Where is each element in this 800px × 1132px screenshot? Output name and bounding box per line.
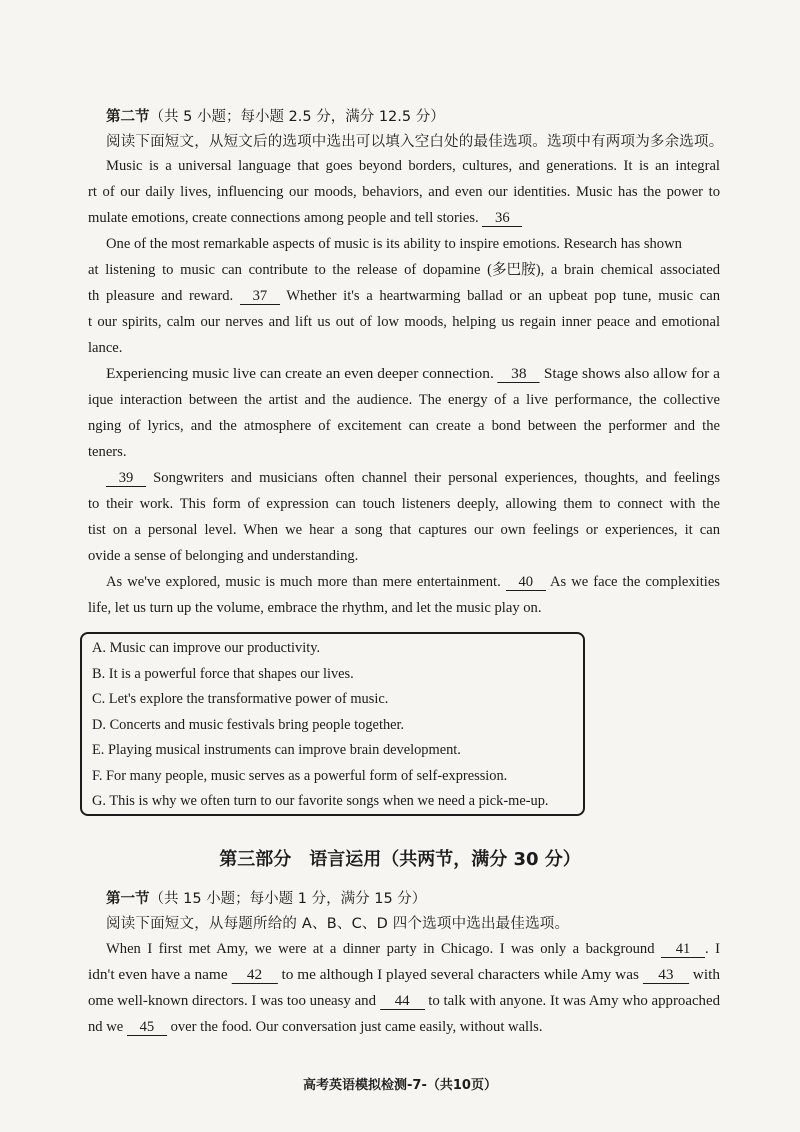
passage-line (88, 313, 720, 331)
passage-line (88, 417, 720, 435)
line-text: life, let us turn up the volume, embrace the rhythm, and let the music play on. (88, 600, 542, 616)
line-text: t our spirits, calm our nerves and lift us out of low moods, helping us regain inner peace and emotional (88, 314, 720, 330)
line-text: Stage shows also allow for a (539, 366, 720, 382)
answer-blank-42[interactable]: 42 (231, 967, 277, 984)
options-box (80, 632, 585, 816)
line-text: As we face the complexities (545, 574, 720, 590)
option-a: A. Music can improve our productivity. (92, 640, 321, 656)
passage-line (106, 365, 720, 383)
line-text: teners. (88, 444, 127, 460)
answer-blank-44[interactable]: 44 (380, 993, 425, 1010)
cloze-line (88, 992, 720, 1010)
passage-line (88, 391, 720, 409)
line-text: . I (704, 941, 720, 957)
section1-title: 第一节 (106, 891, 150, 907)
line-text: tist on a personal level. When we hear a song that captures our own feelings or experiences, it can (88, 522, 720, 538)
line-text: to talk with anyone. It was Amy who approached (424, 993, 720, 1009)
line-text: idn't even have a name (88, 967, 232, 983)
line-text: to their work. This form of expression can touch listeners deeply, allowing them to connect with the (88, 496, 720, 512)
answer-blank-45[interactable]: 45 (127, 1019, 167, 1036)
passage-line (88, 209, 522, 227)
option-d: D. Concerts and music festivals bring people together. (92, 716, 405, 733)
answer-blank-43[interactable]: 43 (643, 967, 689, 984)
answer-blank-40[interactable]: 40 (506, 574, 546, 591)
section1-subtitle: （共 15 小题；每小题 1 分，满分 15 分） (149, 891, 427, 907)
line-text: Music is a universal language that goes beyond borders, cultures, and generations. It is an integral (106, 158, 720, 174)
answer-blank-37[interactable]: 37 (240, 288, 280, 305)
passage-line (106, 235, 682, 253)
line-text: nging of lyrics, and the atmosphere of excitement can create a bond between the performer and the (88, 418, 720, 434)
passage-line (88, 287, 720, 305)
line-text: at listening to music can contribute to the release of dopamine (多巴胺), a brain chemical associated (88, 262, 720, 278)
option-e: E. Playing musical instruments can improve brain development. (92, 742, 461, 758)
answer-blank-36[interactable]: 36 (482, 210, 522, 227)
passage-line (88, 547, 358, 565)
option-b: B. It is a powerful force that shapes our lives. (92, 665, 354, 682)
line-text: th pleasure and reward. (88, 288, 240, 304)
line-text: ome well-known directors. I was too uneasy and (88, 993, 380, 1009)
option-c: C. Let's explore the transformative power of music. (92, 691, 389, 707)
line-text: When I first met Amy, we were at a dinner party in Chicago. I was only a background (106, 941, 661, 957)
passage-line (88, 339, 122, 357)
section2-title: 第二节 (106, 109, 150, 125)
line-text: Whether it's a heartwarming ballad or an upbeat pop tune, music can (279, 288, 720, 304)
section2-instruction: 阅读下面短文，从短文后的选项中选出可以填入空白处的最佳选项。选项中有两项为多余选项。 (106, 134, 724, 150)
line-text: rt of our daily lives, influencing our moods, behaviors, and even our identities. Music has the power to (88, 184, 720, 200)
passage-line (88, 443, 127, 461)
line-text: Songwriters and musicians often channel their personal experiences, thoughts, and feelings (146, 470, 720, 486)
line-text: lance. (88, 340, 123, 356)
option-f: F. For many people, music serves as a powerful form of self-expression. (92, 767, 508, 784)
line-text: over the food. Our conversation just came easily, without walls. (166, 1019, 543, 1035)
option-g: G. This is why we often turn to our favorite songs when we need a pick-me-up. (92, 793, 549, 809)
line-text: to me although I played several characters while Amy was (277, 967, 643, 983)
passage-line (88, 261, 720, 279)
section1-instruction: 阅读下面短文，从每题所给的 A、B、C、D 四个选项中选出最佳选项。 (106, 916, 570, 932)
line-text: mulate emotions, create connections among people and tell stories. (88, 210, 483, 226)
line-text: As we've explored, music is much more than mere entertainment. (106, 574, 506, 590)
cloze-line (88, 1018, 542, 1036)
passage-line (88, 183, 720, 201)
passage-line (88, 495, 720, 513)
line-text: with (688, 967, 720, 983)
answer-blank-41[interactable]: 41 (661, 941, 705, 958)
section1-header (106, 887, 426, 908)
part3-title: 第三部分 语言运用（共两节，满分 30 分） (219, 849, 581, 870)
line-text: One of the most remarkable aspects of music is its ability to inspire emotions. Research has shown (106, 236, 682, 252)
cloze-line (88, 966, 720, 984)
passage-line (88, 521, 720, 539)
line-text: ovide a sense of belonging and understanding. (88, 548, 359, 564)
cloze-line (106, 940, 720, 958)
section2-header (106, 105, 445, 126)
passage-line (106, 469, 720, 487)
passage-line (106, 573, 720, 591)
line-text: ique interaction between the artist and the audience. The energy of a live performance, the collective (88, 392, 720, 408)
line-text: Experiencing music live can create an even deeper connection. (106, 366, 498, 382)
section2-subtitle: （共 5 小题；每小题 2.5 分，满分 12.5 分） (149, 109, 445, 125)
page-footer: 高考英语模拟检测-7-（共10页） (303, 1078, 497, 1093)
line-text: nd we (88, 1019, 127, 1035)
passage-line (88, 599, 542, 617)
answer-blank-39[interactable]: 39 (106, 470, 146, 487)
answer-blank-38[interactable]: 38 (498, 366, 540, 383)
passage-line (106, 157, 720, 175)
